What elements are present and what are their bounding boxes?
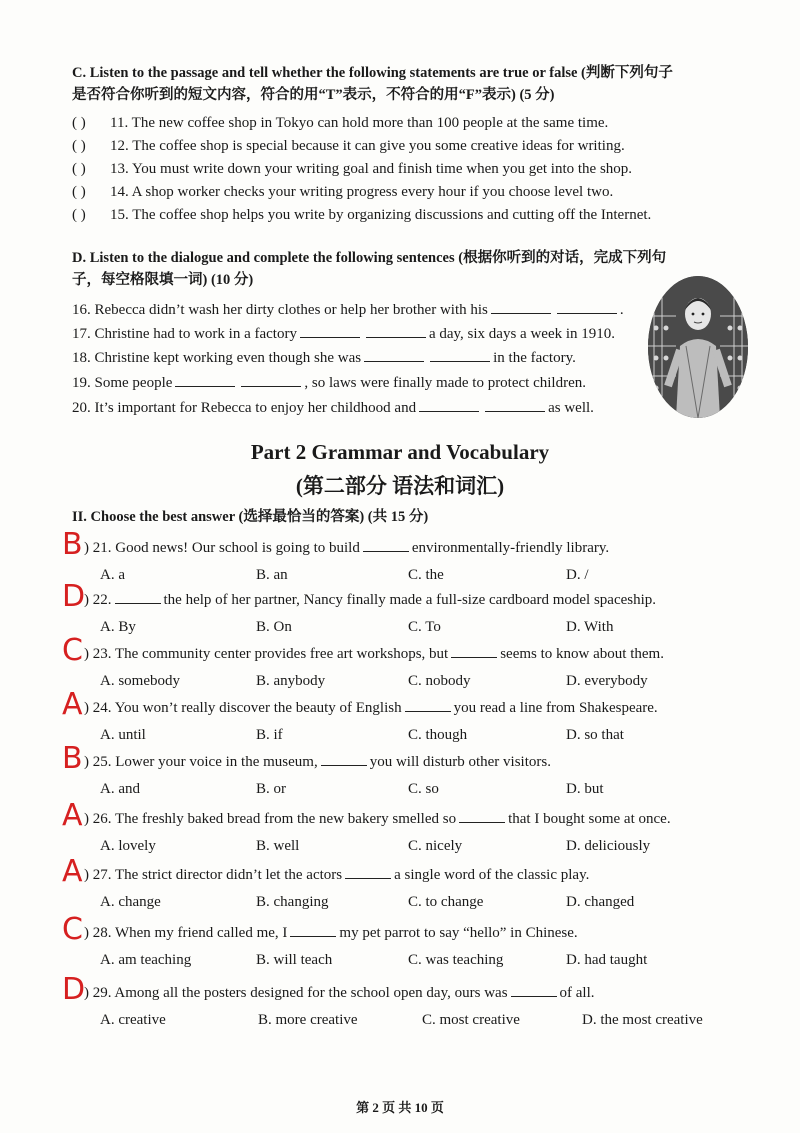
tf-item-11: ( ) 11. The new coffee shop in Tokyo can hold more than 100 people at the same time.: [72, 115, 609, 131]
answer-blank[interactable]: [405, 698, 451, 712]
part2-subtitle: (第二部分 语法和词汇): [295, 474, 505, 498]
question-stem-end: you will disturb other visitors.: [369, 754, 551, 770]
handwritten-answer-mark: C: [62, 912, 83, 947]
question-stem-start: ) 22.: [84, 592, 112, 608]
option-a[interactable]: A. until: [100, 727, 146, 743]
answer-blank[interactable]: [364, 348, 424, 362]
answer-blank[interactable]: [321, 752, 367, 766]
fill-item-20: 20. It’s important for Rebecca to enjoy her childhood and as well.: [72, 400, 594, 416]
section-d-heading-line2: 子，每空格限填一词) (10 分): [72, 272, 254, 288]
option-c[interactable]: C. was teaching: [408, 952, 504, 968]
question-27: [84, 865, 589, 885]
option-c[interactable]: C. the: [408, 567, 444, 583]
option-d[interactable]: D. had taught: [566, 952, 648, 968]
handwritten-answer-mark: D: [62, 579, 86, 614]
option-c[interactable]: C. to change: [408, 894, 484, 910]
question-21: [84, 538, 609, 558]
question-stem-start: ) 27. The strict director didn’t let the actors: [84, 867, 343, 883]
fill-item-18: 18. Christine kept working even though she was in the factory.: [72, 350, 576, 366]
question-25: [84, 752, 551, 772]
answer-blank[interactable]: [115, 590, 161, 604]
child-worker-illustration: [648, 276, 748, 418]
question-stem-end: seems to know about them.: [500, 646, 664, 662]
section-ii-heading: II. Choose the best answer (选择最恰当的答案) (共 15 分): [72, 509, 429, 525]
page-number-footer: 第 2 页 共 10 页: [356, 1100, 444, 1115]
tf-item-12: ( ) 12. The coffee shop is special because it can give you some creative ideas for writing.: [72, 138, 625, 154]
option-b[interactable]: B. will teach: [256, 952, 333, 968]
answer-blank[interactable]: [363, 538, 409, 552]
tf-item-text: 12. The coffee shop is special because it can give you some creative ideas for writing.: [110, 138, 625, 154]
option-d[interactable]: D. /: [566, 567, 589, 583]
answer-blank[interactable]: [485, 398, 545, 412]
option-d[interactable]: D. With: [566, 619, 614, 635]
option-d[interactable]: D. everybody: [566, 673, 648, 689]
option-d[interactable]: D. deliciously: [566, 838, 651, 854]
tf-item-text: 15. The coffee shop helps you write by organizing discussions and cutting off the Internet.: [110, 207, 652, 223]
tf-item-14: ( ) 14. A shop worker checks your writing progress every hour if you choose level two.: [72, 184, 614, 200]
handwritten-answer-mark: A: [62, 687, 83, 722]
option-b[interactable]: B. changing: [256, 894, 329, 910]
part2-title: Part 2 Grammar and Vocabulary: [250, 440, 550, 464]
answer-blank[interactable]: [175, 373, 235, 387]
question-stem-end: you read a line from Shakespeare.: [453, 700, 658, 716]
answer-blank[interactable]: [419, 398, 479, 412]
option-c[interactable]: C. so: [408, 781, 439, 797]
tf-item-text: 11. The new coffee shop in Tokyo can hold more than 100 people at the same time.: [110, 115, 609, 131]
option-b[interactable]: B. or: [256, 781, 286, 797]
answer-blank[interactable]: [241, 373, 301, 387]
option-c[interactable]: C. most creative: [422, 1012, 520, 1028]
fill-item-16: 16. Rebecca didn’t wash her dirty clothes or help her brother with his .: [72, 302, 624, 318]
answer-blank[interactable]: [430, 348, 490, 362]
option-b[interactable]: B. well: [256, 838, 300, 854]
option-a[interactable]: A. am teaching: [100, 952, 192, 968]
answer-blank[interactable]: [290, 923, 336, 937]
question-stem-start: ) 29. Among all the posters designed for the school open day, ours was: [84, 985, 508, 1001]
fill-item-17: 17. Christine had to work in a factory a day, six days a week in 1910.: [72, 326, 616, 342]
option-b[interactable]: B. On: [256, 619, 292, 635]
section-d-heading: [72, 247, 712, 291]
option-a[interactable]: A. creative: [100, 1012, 166, 1028]
option-a[interactable]: A. a: [100, 567, 125, 583]
question-stem-start: ) 26. The freshly baked bread from the new bakery smelled so: [84, 811, 457, 827]
question-stem-end: my pet parrot to say “hello” in Chinese.: [339, 925, 578, 941]
question-stem-start: ) 25. Lower your voice in the museum,: [84, 754, 318, 770]
option-b[interactable]: B. anybody: [256, 673, 326, 689]
question-stem-start: ) 28. When my friend called me, I: [84, 925, 288, 941]
option-a[interactable]: A. change: [100, 894, 161, 910]
question-stem-end: that I bought some at once.: [508, 811, 671, 827]
option-d[interactable]: D. so that: [566, 727, 624, 743]
tf-item-text: 14. A shop worker checks your writing progress every hour if you choose level two.: [110, 184, 614, 200]
handwritten-answer-mark: B: [62, 741, 83, 776]
option-d[interactable]: D. changed: [566, 894, 635, 910]
question-stem-end: a single word of the classic play.: [394, 867, 590, 883]
answer-blank[interactable]: [366, 324, 426, 338]
option-b[interactable]: B. an: [256, 567, 288, 583]
handwritten-answer-mark: D: [62, 972, 86, 1007]
handwritten-answer-mark: B: [62, 527, 83, 562]
option-d[interactable]: D. the most creative: [582, 1012, 703, 1028]
question-23: [84, 644, 664, 664]
tf-item-15: ( ) 15. The coffee shop helps you write by organizing discussions and cutting off the Internet.: [72, 207, 652, 223]
option-a[interactable]: A. and: [100, 781, 140, 797]
option-c[interactable]: C. nobody: [408, 673, 471, 689]
option-b[interactable]: B. more creative: [258, 1012, 358, 1028]
answer-blank[interactable]: [459, 809, 505, 823]
question-stem-end: the help of her partner, Nancy finally made a full-size cardboard model spaceship.: [163, 592, 657, 608]
option-c[interactable]: C. nicely: [408, 838, 463, 854]
option-c[interactable]: C. To: [408, 619, 441, 635]
answer-blank[interactable]: [491, 300, 551, 314]
question-24: [84, 698, 658, 718]
question-22: [84, 590, 656, 610]
question-29: [84, 983, 595, 1003]
fill-item-19: 19. Some people , so laws were finally made to protect children.: [72, 375, 586, 391]
tf-item-text: 13. You must write down your writing goal and finish time when you get into the shop.: [110, 161, 633, 177]
answer-blank[interactable]: [300, 324, 360, 338]
section-d-heading-line1: D. Listen to the dialogue and complete the following sentences (根据你听到的对话，完成下列句: [72, 250, 667, 266]
question-stem-end: of all.: [559, 985, 595, 1001]
answer-blank[interactable]: [511, 983, 557, 997]
section-c-heading: [72, 62, 712, 106]
option-c[interactable]: C. though: [408, 727, 468, 743]
question-stem-start: ) 21. Good news! Our school is going to build: [84, 540, 360, 556]
tf-item-13: ( ) 13. You must write down your writing goal and finish time when you get into the shop.: [72, 161, 633, 177]
question-28: [84, 923, 578, 943]
handwritten-answer-mark: A: [62, 854, 83, 889]
option-d[interactable]: D. but: [566, 781, 604, 797]
answer-blank[interactable]: [451, 644, 497, 658]
child-worker-drawing: [648, 276, 748, 418]
option-a[interactable]: A. somebody: [100, 673, 180, 689]
option-b[interactable]: B. if: [256, 727, 283, 743]
answer-blank[interactable]: [345, 865, 391, 879]
option-a[interactable]: A. lovely: [100, 838, 156, 854]
question-26: [84, 809, 671, 829]
handwritten-answer-mark: A: [62, 798, 83, 833]
question-stem-start: ) 23. The community center provides free art workshops, but: [84, 646, 449, 662]
handwritten-answer-mark: C: [62, 633, 83, 668]
option-a[interactable]: A. By: [100, 619, 136, 635]
section-c-heading-line1: C. Listen to the passage and tell whether the following statements are true or false (判断下列句子: [72, 65, 673, 81]
question-stem-end: environmentally-friendly library.: [411, 540, 610, 556]
answer-blank[interactable]: [557, 300, 617, 314]
question-stem-start: ) 24. You won’t really discover the beauty of English: [84, 700, 402, 716]
section-c-heading-line2: 是否符合你听到的短文内容，符合的用“T”表示，不符合的用“F”表示) (5 分): [72, 87, 555, 103]
